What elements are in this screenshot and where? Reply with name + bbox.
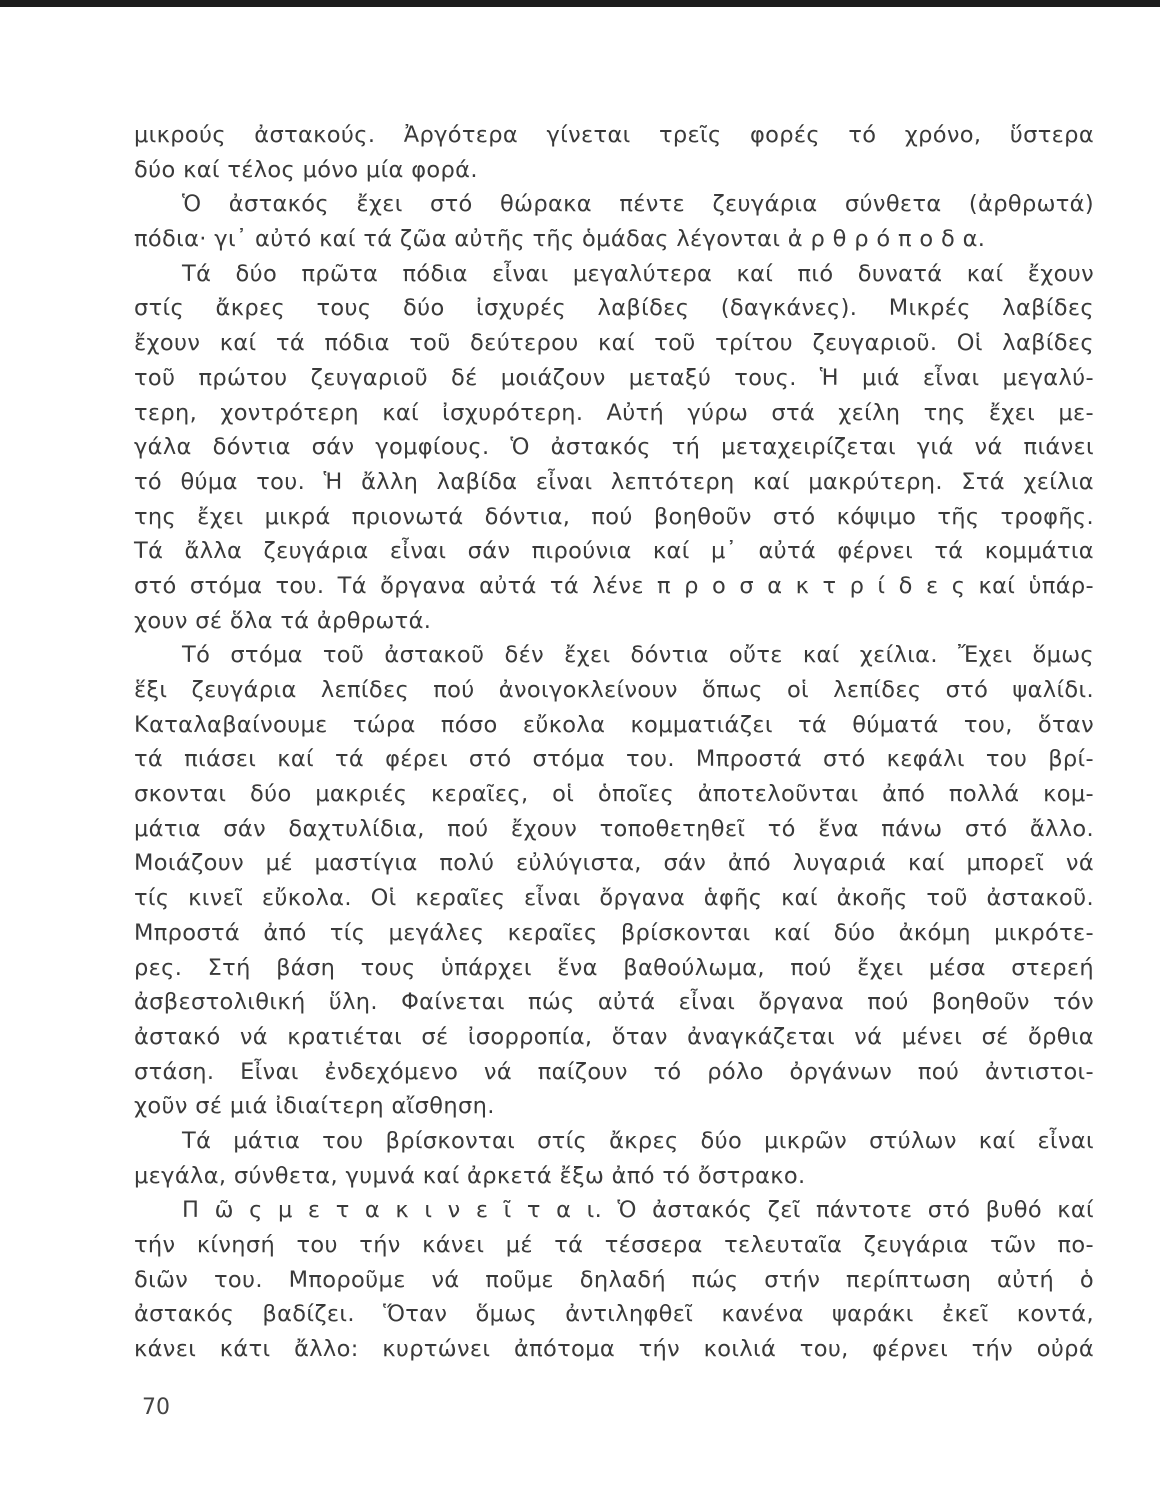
text-line: τό θύμα του. Ἡ ἄλλη λαβίδα εἶναι λεπτότερη καί μακρύτερη. Στά χείλια: [134, 468, 1094, 495]
text-line: σκονται δύο μακριές κεραῖες, οἱ ὁποῖες ἀποτελοῦνται ἀπό πολλά κομ-: [134, 781, 1094, 808]
text-line: τά πιάσει καί τά φέρει στό στόμα του. Μπροστά στό κεφάλι του βρί-: [134, 746, 1094, 773]
text-line: ἀστακός βαδίζει. Ὅταν ὅμως ἀντιληφθεῖ κανένα ψαράκι ἐκεῖ κοντά,: [134, 1301, 1094, 1328]
text-line: ρες. Στή βάση τους ὑπάρχει ἕνα βαθούλωμα, πού ἔχει μέσα στερεή: [134, 954, 1094, 981]
text-line: τίς κινεῖ εὔκολα. Οἱ κεραῖες εἶναι ὄργανα ἁφῆς καί ἀκοῆς τοῦ ἀστακοῦ.: [134, 885, 1094, 912]
text-line: γάλα δόντια σάν γομφίους. Ὁ ἀστακός τή μεταχειρίζεται γιά νά πιάνει: [134, 434, 1094, 461]
text-line: ἀσβεστολιθική ὕλη. Φαίνεται πώς αὐτά εἶναι ὄργανα πού βοηθοῦν τόν: [134, 989, 1094, 1016]
text-line: ἔχουν καί τά πόδια τοῦ δεύτερου καί τοῦ τρίτου ζευγαριοῦ. Οἱ λαβίδες: [134, 330, 1094, 357]
text-line: Τά ἄλλα ζευγάρια εἶναι σάν πιρούνια καί μ᾽ αὐτά φέρνει τά κομμάτια: [134, 538, 1094, 565]
text-line: Καταλαβαίνουμε τώρα πόσο εὔκολα κομματιάζει τά θύματά του, ὅταν: [134, 711, 1094, 738]
text-line: μάτια σάν δαχτυλίδια, πού ἔχουν τοποθετηθεῖ τό ἕνα πάνω στό ἄλλο.: [134, 815, 1094, 842]
text-line: χοῦν σέ μιά ἰδιαίτερη αἴσθηση.: [134, 1093, 495, 1120]
text-line: Μοιάζουν μέ μαστίγια πολύ εὐλύγιστα, σάν ἀπό λυγαριά καί μπορεῖ νά: [134, 850, 1094, 877]
text-line: της ἔχει μικρά πριονωτά δόντια, πού βοηθοῦν στό κόψιμο τῆς τροφῆς.: [134, 503, 1094, 530]
text-line: ἕξι ζευγάρια λεπίδες πού ἀνοιγοκλείνουν ὅπως οἱ λεπίδες στό ψαλίδι.: [134, 677, 1094, 703]
text-line: μεγάλα, σύνθετα, γυμνά καί ἀρκετά ἔξω ἀπό τό ὄστρακο.: [134, 1162, 806, 1189]
scan-edge: [0, 0, 1160, 7]
text-line: τήν κίνησή του τήν κάνει μέ τά τέσσερα τελευταῖα ζευγάρια τῶν πο-: [134, 1232, 1094, 1258]
text-line: Τό στόμα τοῦ ἀστακοῦ δέν ἔχει δόντια οὔτε καί χείλια. Ἔχει ὅμως: [182, 642, 1094, 669]
page-number: 70: [142, 1395, 170, 1420]
text-line: τοῦ πρώτου ζευγαριοῦ δέ μοιάζουν μεταξύ τους. Ἡ μιά εἶναι μεγαλύ-: [134, 364, 1094, 391]
text-line: στό στόμα του. Τά ὄργανα αὐτά τά λένε π ρ ο σ α κ τ ρ ί δ ε ς καί ὑπάρ-: [134, 572, 1094, 599]
text-line: κάνει κάτι ἄλλο: κυρτώνει ἀπότομα τήν κοιλιά του, φέρνει τήν οὐρά: [134, 1336, 1094, 1363]
text-line: Π ῶ ς μ ε τ α κ ι ν ε ῖ τ α ι. Ὁ ἀστακός ζεῖ πάντοτε στό βυθό καί: [182, 1197, 1094, 1224]
text-line: μικρούς ἀστακούς. Ἀργότερα γίνεται τρεῖς φορές τό χρόνο, ὕστερα: [134, 122, 1094, 148]
text-line: πόδια· γι᾽ αὐτό καί τά ζῶα αὐτῆς τῆς ὁμάδας λέγονται ἀ ρ θ ρ ό π ο δ α.: [134, 226, 986, 253]
text-line: Τά μάτια του βρίσκονται στίς ἄκρες δύο μικρῶν στύλων καί εἶναι: [182, 1127, 1094, 1154]
text-line: στάση. Εἶναι ἐνδεχόμενο νά παίζουν τό ρόλο ὀργάνων πού ἀντιστοι-: [134, 1058, 1094, 1085]
text-line: Μπροστά ἀπό τίς μεγάλες κεραῖες βρίσκονται καί δύο ἀκόμη μικρότε-: [134, 919, 1094, 946]
body-text: [134, 118, 1094, 1367]
text-line: Τά δύο πρῶτα πόδια εἶναι μεγαλύτερα καί πιό δυνατά καί ἔχουν: [182, 260, 1094, 287]
text-line: δύο καί τέλος μόνο μία φορά.: [134, 156, 478, 183]
text-line: ἀστακό νά κρατιέται σέ ἰσορροπία, ὅταν ἀναγκάζεται νά μένει σέ ὄρθια: [134, 1023, 1094, 1050]
text-line: χουν σέ ὅλα τά ἀρθρωτά.: [134, 607, 432, 634]
text-line: διῶν του. Μποροῦμε νά ποῦμε δηλαδή πώς στήν περίπτωση αὐτή ὁ: [134, 1266, 1094, 1293]
text-line: Ὁ ἀστακός ἔχει στό θώρακα πέντε ζευγάρια σύνθετα (ἀρθρωτά): [182, 191, 1094, 218]
text-line: τερη, χοντρότερη καί ἰσχυρότερη. Αὐτή γύρω στά χείλη της ἔχει με-: [134, 399, 1094, 426]
text-line: στίς ἄκρες τους δύο ἰσχυρές λαβίδες (δαγκάνες). Μικρές λαβίδες: [134, 295, 1094, 322]
